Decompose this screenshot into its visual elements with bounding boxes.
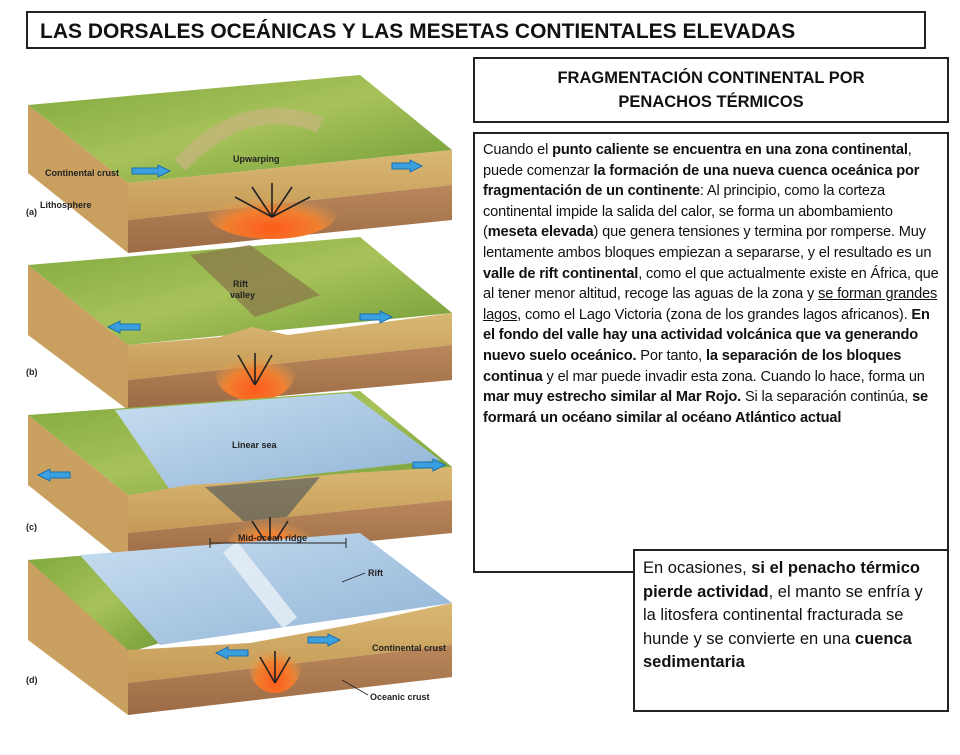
main-text-run: meseta elevada	[487, 224, 594, 241]
panel-b	[26, 237, 452, 410]
main-text-run: : Al principio, como la corteza continental impide la salida del calor, se forma un abombamiento (	[483, 183, 893, 241]
main-text-run: Por tanto,	[636, 347, 706, 364]
panel-d	[26, 533, 452, 715]
label-continental-crust-a: Continental crust	[45, 168, 120, 178]
secondary-text-run: si el penacho térmico pierde actividad	[643, 559, 920, 601]
label-upwarping: Upwarping	[233, 154, 280, 164]
panel-d-letter: (d)	[26, 675, 38, 685]
section-subtitle: FRAGMENTACIÓN CONTINENTAL POR PENACHOS TÉRMICOS	[557, 69, 865, 111]
panel-a-letter: (a)	[26, 207, 37, 217]
main-text-run: En el fondo del valle hay una actividad volcánica que va generando nuevo suelo oceánico.	[483, 306, 930, 364]
main-text-run: se formará un océano similar al océano Atlántico actual	[483, 389, 929, 426]
label-oceanic-crust: Oceanic crust	[370, 692, 430, 702]
secondary-text-run: cuenca sedimentaria	[643, 629, 912, 671]
page-title: LAS DORSALES OCEÁNICAS Y LAS MESETAS CONTIENTALES ELEVADAS	[40, 20, 796, 43]
label-mid-ocean-ridge: Mid-ocean ridge	[238, 533, 308, 543]
label-linear-sea: Linear sea	[232, 440, 277, 450]
panel-a	[26, 75, 452, 253]
label-lithosphere: Lithosphere	[40, 200, 92, 210]
label-continental-crust-d: Continental crust	[372, 643, 447, 653]
main-text-run: valle de rift continental	[483, 265, 639, 282]
secondary-text-run: , el manto se enfría y la litosfera continental fracturada se hunde y se convierte en una	[643, 582, 923, 648]
secondary-text-box	[633, 549, 949, 712]
main-text-run: la formación de una nueva cuenca oceánica por fragmentación de un continente	[483, 162, 920, 200]
main-text-run: , como el que actualmente existe en África, que al tener menor altitud, recoge las aguas de la zona y	[483, 265, 939, 303]
main-text-box	[473, 132, 949, 573]
main-text-run: y el mar puede invadir esta zona. Cuando lo hace, forma un	[542, 368, 925, 385]
title-box	[26, 11, 926, 49]
main-text-run: , puede comenzar	[483, 142, 912, 179]
secondary-text-run: En ocasiones,	[643, 559, 752, 577]
main-text-run: mar muy estrecho similar al Mar Rojo.	[483, 389, 742, 406]
main-text-run: se forman grandes lagos	[483, 286, 938, 323]
label-rift-b: Rift	[233, 279, 248, 289]
main-text-run: ) que genera tensiones y termina por romperse. Muy lentamente ambos bloques empiezan a separarse, y el resultado es un	[483, 224, 932, 261]
main-text-run: Cuando el	[483, 142, 553, 158]
label-valley-b: valley	[230, 290, 256, 300]
label-rift-d: Rift	[368, 568, 383, 578]
rift-diagram	[20, 55, 460, 755]
main-text-run: Si la separación continúa,	[741, 389, 913, 406]
panel-c-letter: (c)	[26, 522, 37, 532]
main-text-run: la separación de los bloques continua	[483, 347, 902, 385]
subtitle-box	[473, 57, 949, 123]
panel-b-letter: (b)	[26, 367, 38, 377]
main-text-run: punto caliente se encuentra en una zona continental	[552, 142, 908, 158]
main-text-run: , como el Lago Victoria (zona de los grandes lagos africanos).	[517, 306, 912, 323]
